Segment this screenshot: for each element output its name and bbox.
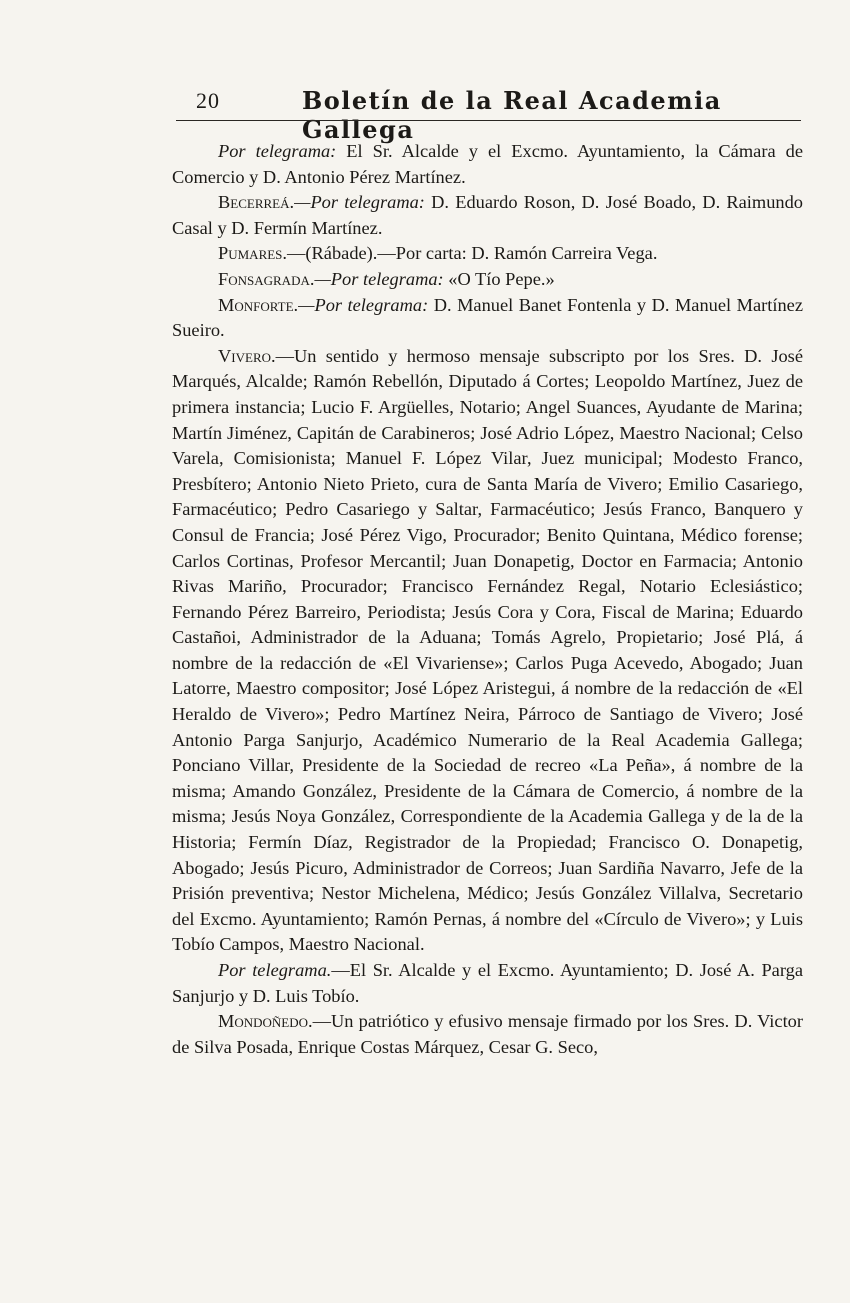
paragraph-fonsagrada [172,267,803,293]
body-text [172,139,803,1060]
source-label: —Por telegrama: [298,294,429,315]
place-name: Monforte. [218,294,299,315]
paragraph-becerrea [172,190,803,241]
place-name: Becerreá. [218,192,295,213]
paragraph-mondonedo [172,1009,803,1060]
paragraph-telegrama-vivero [172,958,803,1009]
paragraph-text: —Un sentido y hermoso mensaje subscripto por los Sres. D. José Marqués, Alcalde; Ramón Rebellón, Diputado á Cortes; Leopoldo Martínez, Juez de primera instancia; Lucio F. Argüelles, Notario; Angel Suances, Ayudante de Marina; Martín Jiménez, Capitán de Carabineros; José Adrio López, Maestro Nacional; Celso Varela, Comisionista; Manuel F. López Vilar, Juez municipal; Modesto Franco, Presbítero; Antonio Nieto Prieto, cura de Santa María de Vivero; Emilio Casariego, Farmacéutico; Pedro Casariego y Saltar, Farmacéutico; Jesús Franco, Banquero y Consul de Francia; José Pérez Vigo, Procurador; Benito Quintana, Médico forense; Carlos Cortinas, Profesor Mercantil; Juan Donapetig, Doctor en Farmacia; Antonio Rivas Mariño, Procurador; Francisco Fernández Regal, Notario Eclesiástico; Fernando Pérez Barreiro, Periodista; Jesús Cora y Cora, Fiscal de Marina; Eduardo Castañoi, Administrador de la Aduana; Tomás Agrelo, Propietario; José Plá, á nombre de la redacción de «El Vivariense»; Carlos Puga Acevedo, Abogado; Juan Latorre, Maestro compositor; José López Aristegui, á nombre de la redacción de «El Heraldo de Vivero»; Pedro Martínez Neira, Párroco de Santiago de Vivero; José Antonio Parga Sanjurjo, Académico Numerario de la Real Academia Gallega; Ponciano Villar, Presidente de la Sociedad de recreo «La Peña», á nombre de la misma; Amando González, Presidente de la Cámara de Comercio, á nombre de la misma; Jesús Noya González, Correspondiente de la Academia Gallega y de la de la Historia; Fermín Díaz, Registrador de la Propiedad; Francisco O. Donapetig, Abogado; Jesús Picuro, Administrador de Correos; Juan Sardiña Navarro, Jefe de la Prisión preventiva; Nestor Michelena, Médico; Jesús González Villalva, Secretario del Excmo. Ayuntamiento; Ramón Pernas, á nombre del «Círculo de Vivero»; y Luis Tobío Campos, Maestro Nacional. [172,345,803,955]
source-label: —Por telegrama: [294,192,425,213]
paragraph-pumares [172,241,803,267]
paragraph-text: —Un patriótico y efusivo mensaje firmado por los Sres. D. Victor de Silva Posada, Enrique Costas Márquez, Cesar G. Seco, [172,1011,803,1057]
paragraph-text: —(Rábade).—Por carta: D. Ramón Carreira Vega. [287,243,658,264]
source-label: —Por telegrama: [314,268,444,289]
running-title: Boletín de la Real Academia Gallega [302,86,722,144]
paragraph-telegrama-intro [172,139,803,190]
paragraph-monforte [172,293,803,344]
paragraph-text: El Sr. Alcalde y el Excmo. Ayuntamiento, la Cámara de Comercio y D. Antonio Pérez Martínez. [172,141,803,187]
place-name: Fonsagrada. [218,268,315,289]
place-name: Vivero. [218,345,276,366]
page-number: 20 [196,88,220,113]
source-label: Por telegrama. [218,960,332,980]
paragraph-text: D. Manuel Banet Fontenla y D. Manuel Martínez Sueiro. [172,294,803,341]
paragraph-text: —El Sr. Alcalde y el Excmo. Ayuntamiento; D. José A. Parga Sanjurjo y D. Luis Tobío. [172,960,803,1006]
paragraph-text: D. Eduardo Roson, D. José Boado, D. Raimundo Casal y D. Fermín Martínez. [172,192,803,238]
header-rule [176,120,801,121]
paragraph-vivero [172,344,803,958]
paragraph-text: «O Tío Pepe.» [443,268,555,289]
page-header [172,86,802,144]
place-name: Pumares. [218,243,288,264]
place-name: Mondoñedo. [218,1011,313,1032]
source-label: Por telegrama: [218,141,337,161]
